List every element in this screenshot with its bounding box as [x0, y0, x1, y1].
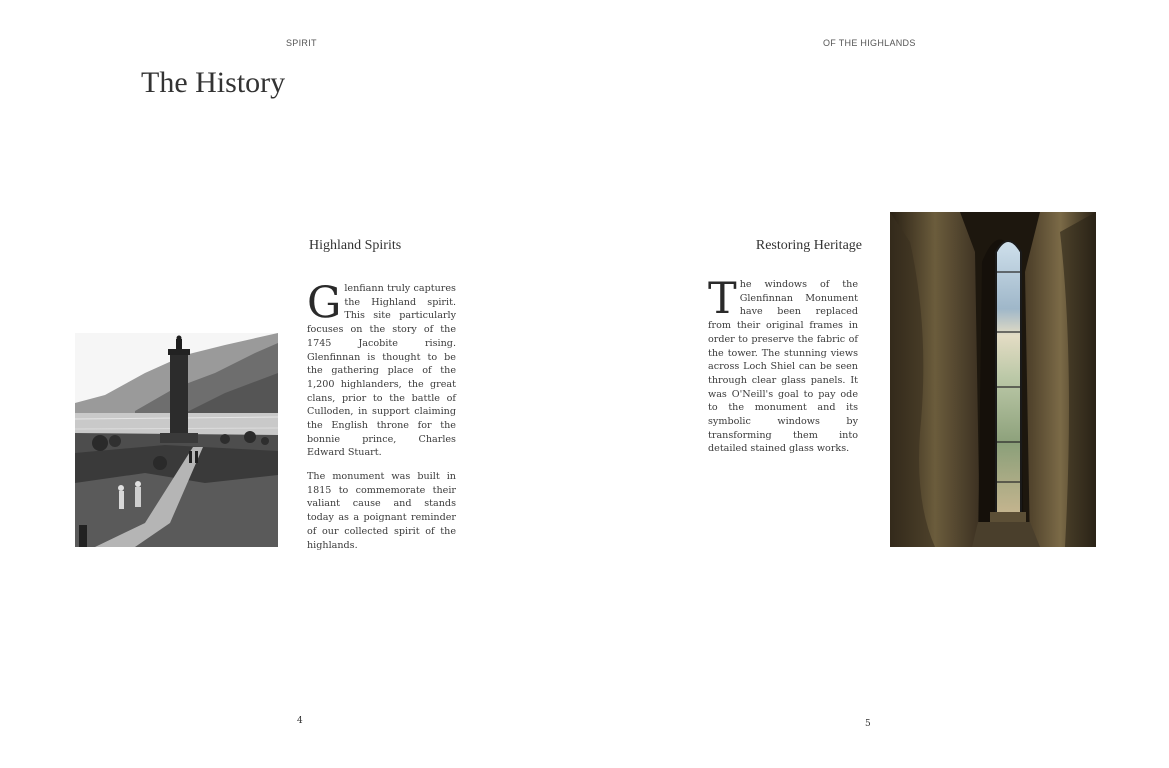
dropcap: G	[307, 278, 342, 328]
paragraph-windows	[708, 274, 858, 456]
window-photo	[890, 212, 1096, 547]
running-head-right: OF THE HIGHLANDS	[823, 38, 916, 48]
page-title: The History	[141, 66, 286, 99]
monument-photo-image	[75, 333, 278, 547]
section-heading-restoring-heritage: Restoring Heritage	[755, 238, 862, 253]
paragraph-glenfinnan	[307, 278, 456, 460]
page-number-right: 5	[865, 719, 871, 729]
paragraph-text: lenfiann truly captures the Highland spirit. This site particularly focuses on the story of the 1745 Jacobite rising. Glenfinnan is thought to be the gathering place of the 1,200 highlanders, the great clans, prior to the battle of Culloden, in support claiming the English throne for the bonnie prince, Charles Edward Stuart.	[307, 283, 456, 459]
window-photo-image	[890, 212, 1096, 547]
section-heading-highland-spirits: Highland Spirits	[309, 238, 402, 253]
paragraph-text: he windows of the Glenfinnan Monument have been replaced from their original frames in order to preserve the fabric of the tower. The stunning views across Loch Shiel can be seen through clear glass panels. It was O'Neill's goal to pay ode to the monument and its symbolic windows by transforming them into detailed stained glass works.	[708, 279, 858, 455]
page-number-left: 4	[297, 716, 303, 726]
dropcap: T	[708, 274, 737, 324]
monument-photo	[75, 333, 278, 547]
running-head-left: SPIRIT	[286, 38, 317, 48]
paragraph-monument: The monument was built in 1815 to commemorate their valiant cause and stands today as a poignant reminder of our collected spirit of the highlands.	[307, 471, 456, 551]
